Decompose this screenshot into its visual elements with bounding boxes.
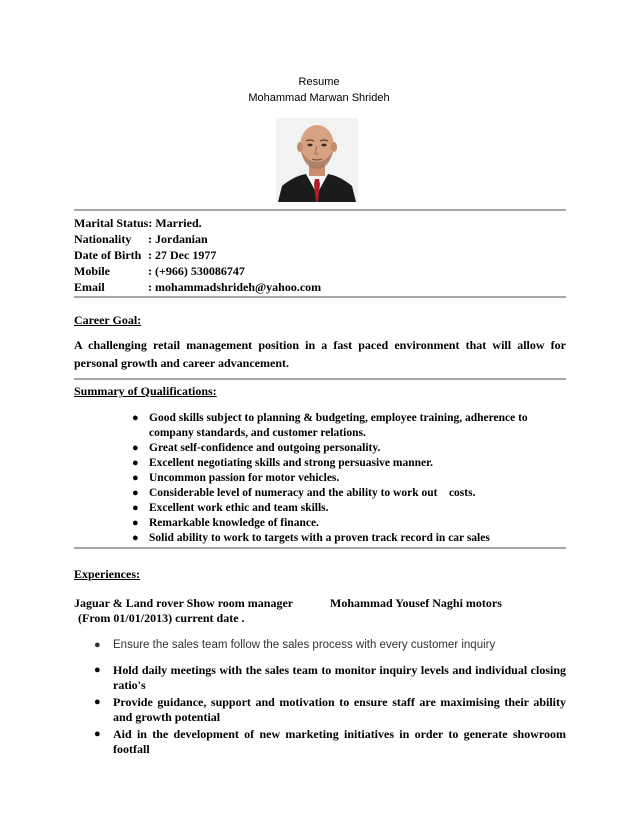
responsibilities-list	[92, 638, 566, 757]
list-item-text: Excellent negotiating skills and strong persuasive manner.	[149, 457, 434, 469]
nationality-value: : Jordanian	[148, 232, 208, 246]
divider-line	[74, 378, 566, 380]
career-goal-text: A challenging retail management position in a fast paced environment that will allow for personal growth and career advancement.	[74, 338, 566, 370]
list-item-text: Considerable level of numeracy and the ability to work out costs.	[149, 487, 476, 499]
list-item	[130, 411, 566, 441]
list-item-text: Good skills subject to planning & budgeting, employee training, adherence to company standards, and customer relations.	[149, 412, 528, 439]
list-item-text: Uncommon passion for motor vehicles.	[149, 472, 340, 484]
list-item-text: Aid in the development of new marketing initiatives in order to generate showroom footfall	[113, 727, 566, 756]
marital-status-text: Marital Status: Married.	[74, 216, 202, 230]
list-item-text: Provide guidance, support and motivation to ensure staff are maximising their ability and growth potential	[113, 695, 566, 724]
divider-line	[74, 296, 566, 298]
marital-status	[74, 216, 202, 231]
list-item	[130, 516, 566, 531]
dob-label: Date of Birth	[74, 248, 142, 262]
email-value: : mohammadshrideh@yahoo.com	[148, 280, 322, 294]
list-item	[130, 441, 566, 456]
bullet-icon: ●	[132, 502, 139, 514]
list-item-text: Hold daily meetings with the sales team to monitor inquiry levels and individual closing ratio's	[113, 663, 566, 692]
list-item-text: Remarkable knowledge of finance.	[149, 517, 319, 529]
bullet-icon: ●	[94, 696, 101, 708]
document-title: Resume	[298, 76, 340, 88]
bullet-icon: ●	[94, 664, 101, 676]
career-goal-heading: Career Goal:	[74, 313, 142, 327]
bullet-icon: ●	[132, 412, 139, 424]
divider-line	[74, 209, 566, 211]
dob-value: : 27 Dec 1977	[148, 248, 217, 262]
mobile-value: : (+966) 530086747	[148, 264, 245, 278]
list-item	[92, 663, 566, 693]
bullet-icon: ●	[132, 487, 139, 499]
job-period: (From 01/01/2013) current date .	[78, 611, 245, 625]
list-item-text: Solid ability to work to targets with a proven track record in car sales	[149, 532, 490, 544]
email-label: Email	[74, 280, 105, 294]
mobile-label: Mobile	[74, 264, 110, 278]
qualifications-list	[130, 411, 566, 546]
list-item	[92, 727, 566, 757]
bullet-icon: ●	[94, 728, 101, 740]
bullet-icon: ●	[132, 457, 139, 469]
bullet-icon: ●	[132, 517, 139, 529]
bullet-icon: ●	[94, 639, 101, 651]
company-name: Mohammad Yousef Naghi motors	[330, 596, 502, 610]
list-item	[130, 501, 566, 516]
candidate-name: Mohammad Marwan Shrideh	[248, 92, 390, 104]
list-item	[92, 638, 566, 653]
bullet-icon: ●	[132, 442, 139, 454]
qualifications-heading: Summary of Qualifications:	[74, 384, 217, 398]
list-item	[92, 695, 566, 725]
list-item-text: Ensure the sales team follow the sales process with every customer inquiry	[113, 639, 496, 651]
nationality-label: Nationality	[74, 232, 132, 246]
bullet-icon: ●	[132, 532, 139, 544]
list-item	[130, 471, 566, 486]
nationality-row	[74, 232, 208, 247]
mobile-row	[74, 264, 245, 279]
bullet-icon: ●	[132, 472, 139, 484]
email-row	[74, 280, 321, 295]
experiences-heading: Experiences:	[74, 567, 140, 581]
list-item-text: Excellent work ethic and team skills.	[149, 502, 329, 514]
profile-photo-image	[276, 118, 358, 202]
list-item-text: Great self-confidence and outgoing personality.	[149, 442, 381, 454]
list-item	[130, 456, 566, 471]
list-item	[130, 486, 566, 501]
list-item	[130, 531, 566, 546]
job-title: Jaguar & Land rover Show room manager	[74, 596, 294, 610]
profile-photo	[276, 118, 358, 202]
divider-line	[74, 547, 566, 549]
dob-row	[74, 248, 216, 263]
